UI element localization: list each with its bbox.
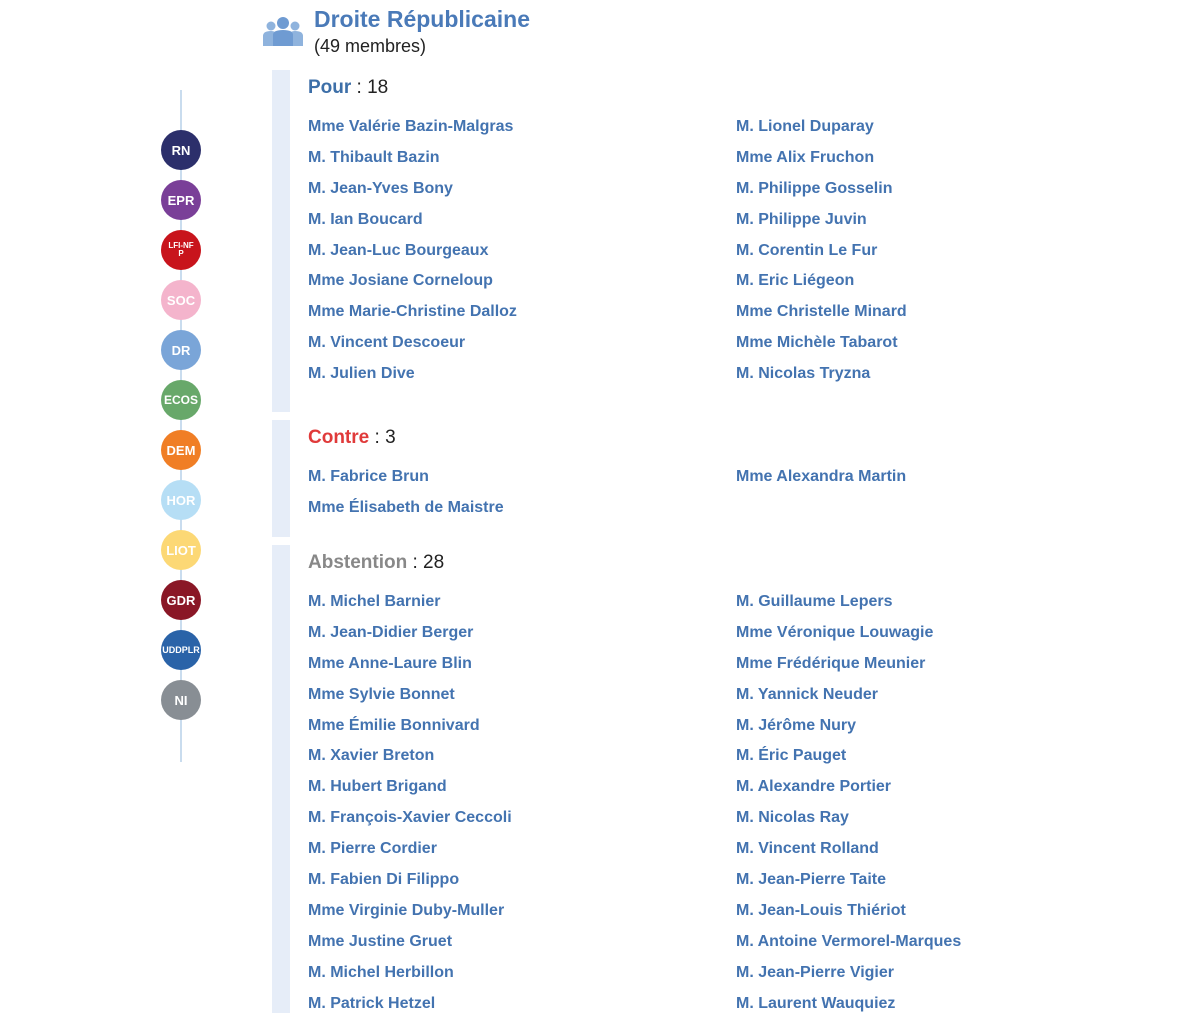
deputy-name-link[interactable]: M. Hubert Brigand (308, 778, 447, 796)
deputy-name-link[interactable]: M. Julien Dive (308, 365, 415, 383)
deputy-name-link[interactable]: M. Lionel Duparay (736, 118, 874, 135)
deputy-name-link[interactable]: Mme Alexandra Martin (736, 468, 907, 485)
party-hor[interactable]: HOR (161, 480, 201, 520)
abstention-label: Abstention (308, 552, 408, 573)
deputy-name-link[interactable]: Mme Christelle Minard (736, 303, 907, 321)
abstention-count: : 28 (407, 552, 445, 573)
deputy-name-link[interactable]: M. Corentin Le Fur (736, 241, 878, 259)
deputy-name-link[interactable]: M. François-Xavier Ceccoli (308, 809, 512, 827)
group-people-icon (262, 16, 304, 48)
deputy-name-link[interactable]: Mme Valérie Bazin-Malgras (308, 118, 514, 135)
contre-label: Contre (308, 427, 370, 448)
vote-section-abstention (272, 545, 1172, 1013)
party-lfi-nfp-label: LFI-NFP (168, 241, 194, 258)
deputy-name-link[interactable]: M. Michel Barnier (308, 593, 441, 610)
deputy-name-link[interactable]: Mme Émilie Bonnivard (308, 716, 480, 734)
deputy-name-link[interactable]: Mme Michèle Tabarot (736, 334, 898, 352)
party-ni[interactable]: NI (161, 680, 201, 720)
party-dr[interactable]: DR (161, 330, 201, 370)
deputy-name-link[interactable]: M. Xavier Breton (308, 747, 435, 765)
deputy-name-link[interactable]: M. Jean-Didier Berger (308, 623, 474, 641)
party-ecos[interactable]: ECOS (161, 380, 201, 420)
deputy-name-link[interactable]: M. Jean-Luc Bourgeaux (308, 241, 489, 259)
deputy-name-link[interactable]: M. Vincent Descoeur (308, 334, 466, 352)
deputy-name-link[interactable]: Mme Marie-Christine Dalloz (308, 303, 517, 321)
deputy-name-link[interactable]: M. Fabien Di Filippo (308, 871, 460, 889)
deputy-name-link[interactable]: Mme Virginie Duby-Muller (308, 901, 505, 919)
section-heading (308, 552, 444, 574)
deputy-name-link[interactable]: M. Jean-Yves Bony (308, 179, 453, 197)
deputy-name-link[interactable]: Mme Sylvie Bonnet (308, 685, 455, 703)
section-heading (308, 77, 388, 99)
party-rail (161, 130, 203, 730)
party-uddplr[interactable]: UDDPLR (161, 630, 201, 670)
deputy-name-link[interactable]: M. Antoine Vermorel-Marques (736, 932, 962, 950)
deputy-name-link[interactable]: M. Ian Boucard (308, 210, 423, 228)
deputy-name-link[interactable]: M. Guillaume Lepers (736, 593, 893, 610)
deputy-name-link[interactable]: M. Jérôme Nury (736, 716, 857, 734)
deputy-name-link[interactable]: M. Philippe Juvin (736, 210, 867, 228)
deputy-name-link[interactable]: M. Éric Pauget (736, 747, 847, 765)
deputy-name-link[interactable]: M. Jean-Pierre Vigier (736, 963, 894, 981)
deputy-name-link[interactable]: M. Fabrice Brun (308, 468, 429, 485)
deputy-name-link[interactable]: Mme Justine Gruet (308, 932, 453, 950)
deputy-name-link[interactable]: M. Patrick Hetzel (308, 994, 436, 1012)
deputy-name-link[interactable]: M. Alexandre Portier (736, 778, 892, 796)
deputy-name-link[interactable]: M. Thibault Bazin (308, 148, 440, 166)
deputy-name-link[interactable]: Mme Josiane Corneloup (308, 272, 493, 290)
party-liot[interactable]: LIOT (161, 530, 201, 570)
deputy-name-link[interactable]: M. Philippe Gosselin (736, 179, 893, 197)
party-epr[interactable]: EPR (161, 180, 201, 220)
vote-section-contre (272, 420, 1172, 537)
deputy-name-link[interactable]: M. Jean-Pierre Taite (736, 871, 886, 889)
contre-names-list (308, 466, 1164, 528)
section-bar (272, 545, 290, 1013)
deputy-name-link[interactable]: M. Nicolas Ray (736, 809, 849, 827)
pour-label: Pour (308, 77, 352, 98)
deputy-name-link[interactable]: M. Jean-Louis Thiériot (736, 901, 906, 919)
party-dem[interactable]: DEM (161, 430, 201, 470)
deputy-name-link[interactable]: Mme Anne-Laure Blin (308, 654, 472, 672)
deputy-name-link[interactable]: M. Nicolas Tryzna (736, 365, 871, 383)
abstention-names-list (308, 591, 1164, 1023)
party-soc[interactable]: SOC (161, 280, 201, 320)
section-bar (272, 70, 290, 412)
section-bar (272, 420, 290, 537)
deputy-name-link[interactable]: M. Pierre Cordier (308, 840, 437, 858)
deputy-name-link[interactable]: M. Yannick Neuder (736, 685, 878, 703)
deputy-name-link[interactable]: Mme Alix Fruchon (736, 148, 875, 166)
contre-count: : 3 (369, 427, 396, 448)
deputy-name-link[interactable]: Mme Élisabeth de Maistre (308, 498, 504, 516)
group-title[interactable]: Droite Républicaine (314, 6, 530, 32)
deputy-name-link[interactable]: M. Vincent Rolland (736, 840, 879, 858)
deputy-name-link[interactable]: M. Eric Liégeon (736, 272, 855, 290)
deputy-name-link[interactable]: M. Laurent Wauquiez (736, 994, 896, 1012)
section-heading (308, 427, 396, 449)
party-rn[interactable]: RN (161, 130, 201, 170)
deputy-name-link[interactable]: Mme Véronique Louwagie (736, 623, 934, 641)
deputy-name-link[interactable]: Mme Frédérique Meunier (736, 654, 926, 672)
pour-names-list (308, 116, 1164, 394)
deputy-name-link[interactable]: M. Michel Herbillon (308, 963, 454, 981)
pour-count: : 18 (351, 77, 389, 98)
party-lfi-nfp[interactable] (161, 230, 201, 270)
group-member-count: (49 membres) (314, 36, 427, 56)
vote-section-pour (272, 70, 1172, 412)
party-gdr[interactable]: GDR (161, 580, 201, 620)
